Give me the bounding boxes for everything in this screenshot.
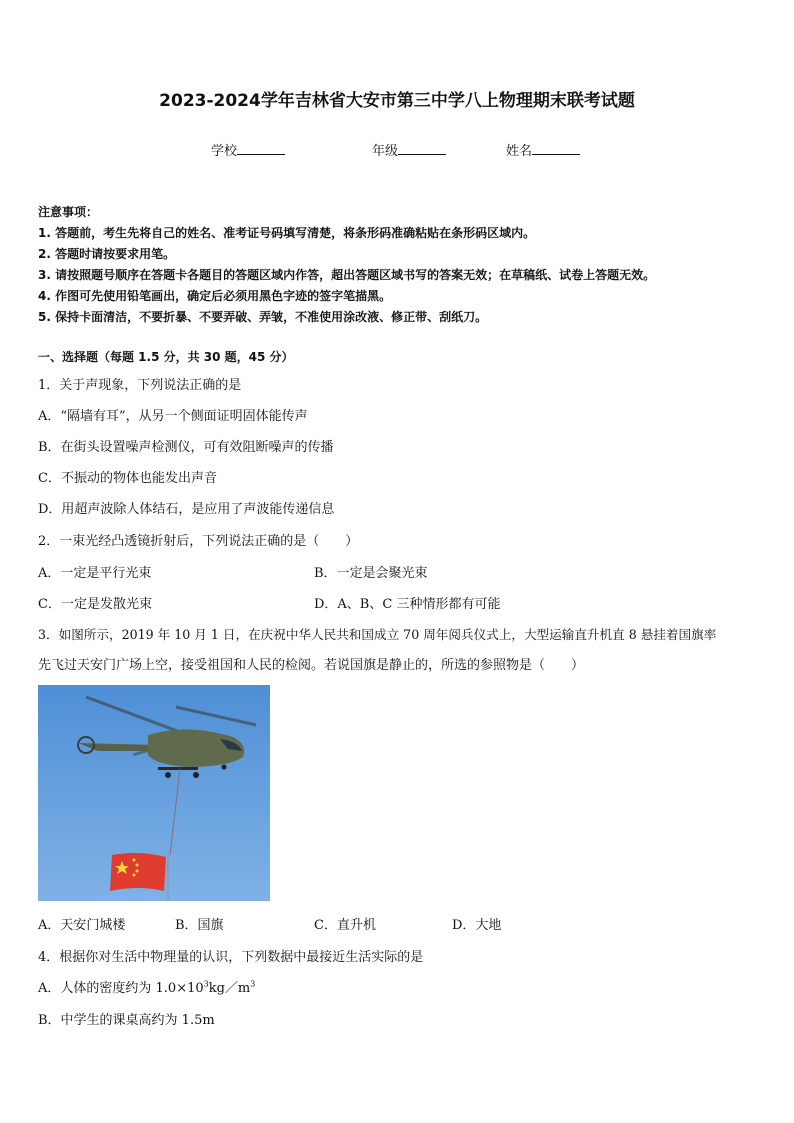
q1-stem: 1．关于声现象，下列说法正确的是 xyxy=(38,378,242,393)
notes-heading: 注意事项： xyxy=(38,205,99,219)
note-item: 4. 作图可先使用铅笔画出，确定后必须用黑色字迹的签字笔描黑。 xyxy=(38,289,392,303)
q1-option-b: B．在街头设置噪声检测仪，可有效阻断噪声的传播 xyxy=(38,440,334,455)
q1-option-d: D．用超声波除人体结石，是应用了声波能传递信息 xyxy=(38,502,335,517)
q3-option-a: A．天安门城楼 xyxy=(38,918,126,933)
name-label: 姓名 xyxy=(506,144,533,159)
q1-option-c: C．不振动的物体也能发出声音 xyxy=(38,471,217,486)
q3-option-b: B．国旗 xyxy=(175,918,224,933)
grade-label: 年级 xyxy=(372,144,399,159)
q3-option-d: D．大地 xyxy=(452,918,502,933)
q2-option-b: B．一定是会聚光束 xyxy=(314,566,428,581)
note-item: 2. 答题时请按要求用笔。 xyxy=(38,247,176,261)
q2-option-c: C．一定是发散光束 xyxy=(38,597,152,612)
school-label: 学校 xyxy=(211,144,238,159)
school-blank[interactable] xyxy=(237,142,285,155)
q3-option-c: C．直升机 xyxy=(314,918,376,933)
q4-stem: 4．根据你对生活中物理量的认识，下列数据中最接近生活实际的是 xyxy=(38,950,424,965)
note-item: 1. 答题前，考生先将自己的姓名、准考证号码填写清楚，将条形码准确粘贴在条形码区域内。 xyxy=(38,226,536,240)
name-blank[interactable] xyxy=(532,142,580,155)
section-heading: 一、选择题（每题 1.5 分，共 30 题，45 分） xyxy=(38,350,294,364)
exam-title: 2023-2024学年吉林省大安市第三中学八上物理期末联考试题 xyxy=(159,91,635,111)
note-item: 3. 请按照题号顺序在答题卡各题目的答题区域内作答，超出答题区域书写的答案无效；在草稿纸、试卷上答题无效。 xyxy=(38,268,656,282)
q3-stem-line1: 3．如图所示，2019 年 10 月 1 日，在庆祝中华人民共和国成立 70 周年阅兵仪式上，大型运输直升机直 8 悬挂着国旗率 xyxy=(38,627,717,642)
school-field xyxy=(211,140,285,159)
notes-block xyxy=(38,202,655,328)
grade-field xyxy=(372,140,446,159)
q4-option-a-unit: kg／m xyxy=(208,981,251,996)
helicopter-flag-photo xyxy=(38,685,270,901)
grade-blank[interactable] xyxy=(398,142,446,155)
q2-option-a: A．一定是平行光束 xyxy=(38,566,152,581)
q4-option-a-exponent: 3 xyxy=(203,979,209,989)
name-field xyxy=(506,140,580,159)
q4-option-a-text: A．人体的密度约为 1.0×10 xyxy=(38,981,204,996)
note-item: 5. 保持卡面清洁，不要折暴、不要弄破、弄皱，不准使用涂改液、修正带、刮纸刀。 xyxy=(38,310,488,324)
q4-option-a xyxy=(38,977,255,996)
q4-option-a-unit-exponent: 3 xyxy=(250,979,256,989)
q3-stem-line2: 先飞过天安门广场上空，接受祖国和人民的检阅。若说国旗是静止的，所选的参照物是（ ） xyxy=(38,658,585,673)
q2-option-d: D．A、B、C 三种情形都有可能 xyxy=(314,597,501,612)
q4-option-b: B．中学生的课桌高约为 1.5m xyxy=(38,1013,215,1028)
q2-stem: 2．一束光经凸透镜折射后，下列说法正确的是（ ） xyxy=(38,534,359,549)
q1-option-a: A．“隔墙有耳”，从另一个侧面证明固体能传声 xyxy=(38,409,308,424)
